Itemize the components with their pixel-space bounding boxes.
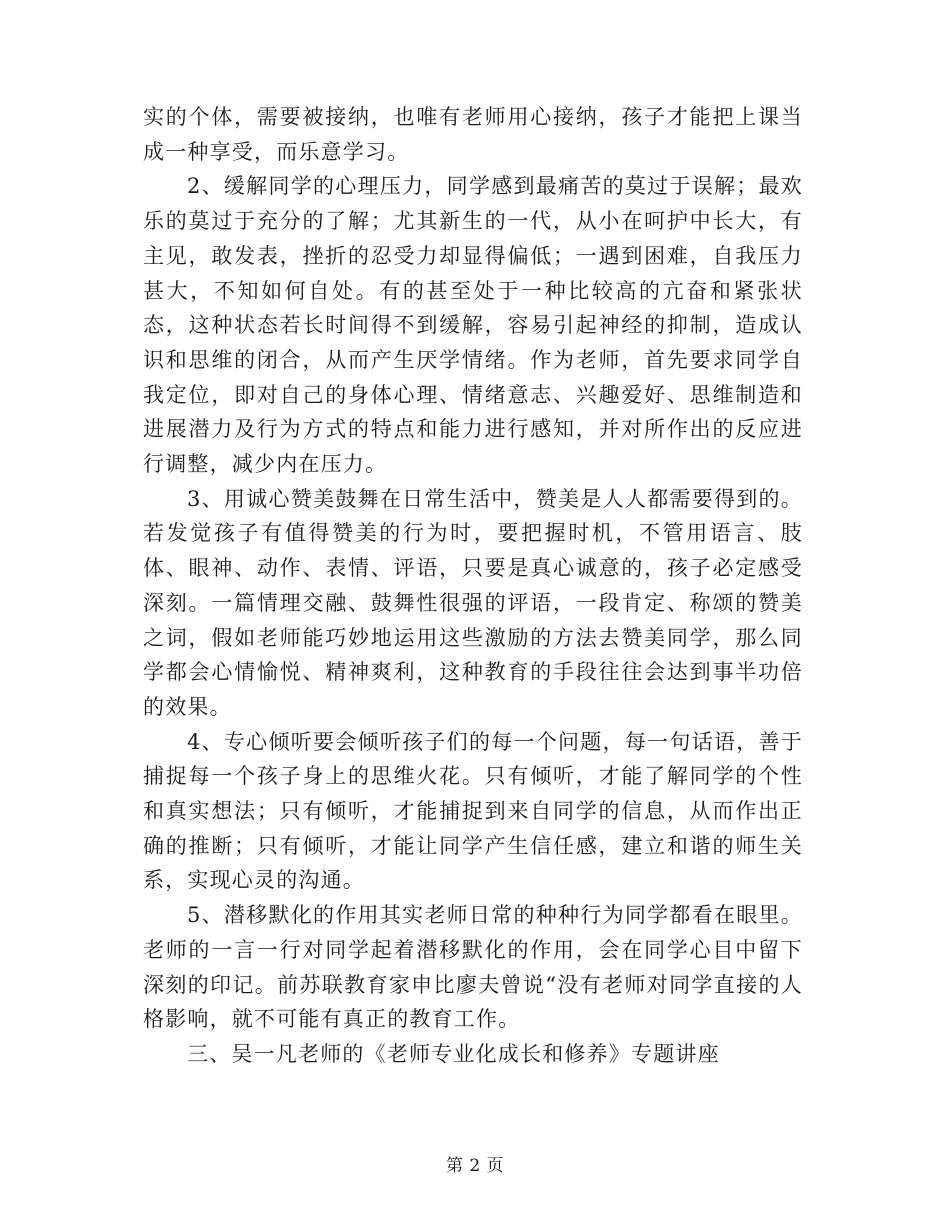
paragraph-item-3: 3、用诚心赞美鼓舞在日常生活中，赞美是人人都需要得到的。若发觉孩子有值得赞美的行为时，要把握时机，不管用语言、肢体、眼神、动作、表情、评语，只要是真心诚意的，孩子必定感受深刻。一篇情理交融、鼓舞性很强的评语，一段肯定、称颂的赞美之词，假如老师能巧妙地运用这些激励的方法去赞美同学，那么同学都会心情愉悦、精神爽利，这种教育的手段往往会达到事半功倍的效果。 [143,486,803,719]
paragraph-item-4: 4、专心倾听要会倾听孩子们的每一个问题，每一句话语，善于捕捉每一个孩子身上的思维火花。只有倾听，才能了解同学的个性和真实想法；只有倾听，才能捕捉到来自同学的信息，从而作出正确的推断；只有倾听，才能让同学产生信任感，建立和谐的师生关系，实现心灵的沟通。 [143,729,803,893]
section-heading: 三、吴一凡老师的《老师专业化成长和修养》专题讲座 [187,1041,720,1066]
document-page [143,100,803,1072]
page-number: 第 2 页 [445,1156,505,1176]
paragraph-item-2: 2、缓解同学的心理压力，同学感到最痛苦的莫过于误解；最欢乐的莫过于充分的了解；尤其新生的一代，从小在呵护中长大，有主见，敢发表，挫折的忍受力却显得偏低；一遇到困难，自我压力甚大，不知如何自处。有的甚至处于一种比较高的亢奋和紧张状态，这种状态若长时间得不到缓解，容易引起神经的抑制，造成认识和思维的闭合，从而产生厌学情绪。作为老师，首先要求同学自我定位，即对自己的身体心理、情绪意志、兴趣爱好、思维制造和进展潜力及行为方式的特点和能力进行感知，并对所作出的反应进行调整，减少内在压力。 [143,174,803,477]
paragraph-item-5: 5、潜移默化的作用其实老师日常的种种行为同学都看在眼里。老师的一言一行对同学起着潜移默化的作用，会在同学心目中留下深刻的印记。前苏联教育家申比廖夫曾说“没有老师对同学直接的人格影响，就不可能有真正的教育工作。 [143,903,803,1032]
paragraph-continuation: 实的个体，需要被接纳，也唯有老师用心接纳，孩子才能把上课当成一种享受，而乐意学习。 [143,105,803,164]
